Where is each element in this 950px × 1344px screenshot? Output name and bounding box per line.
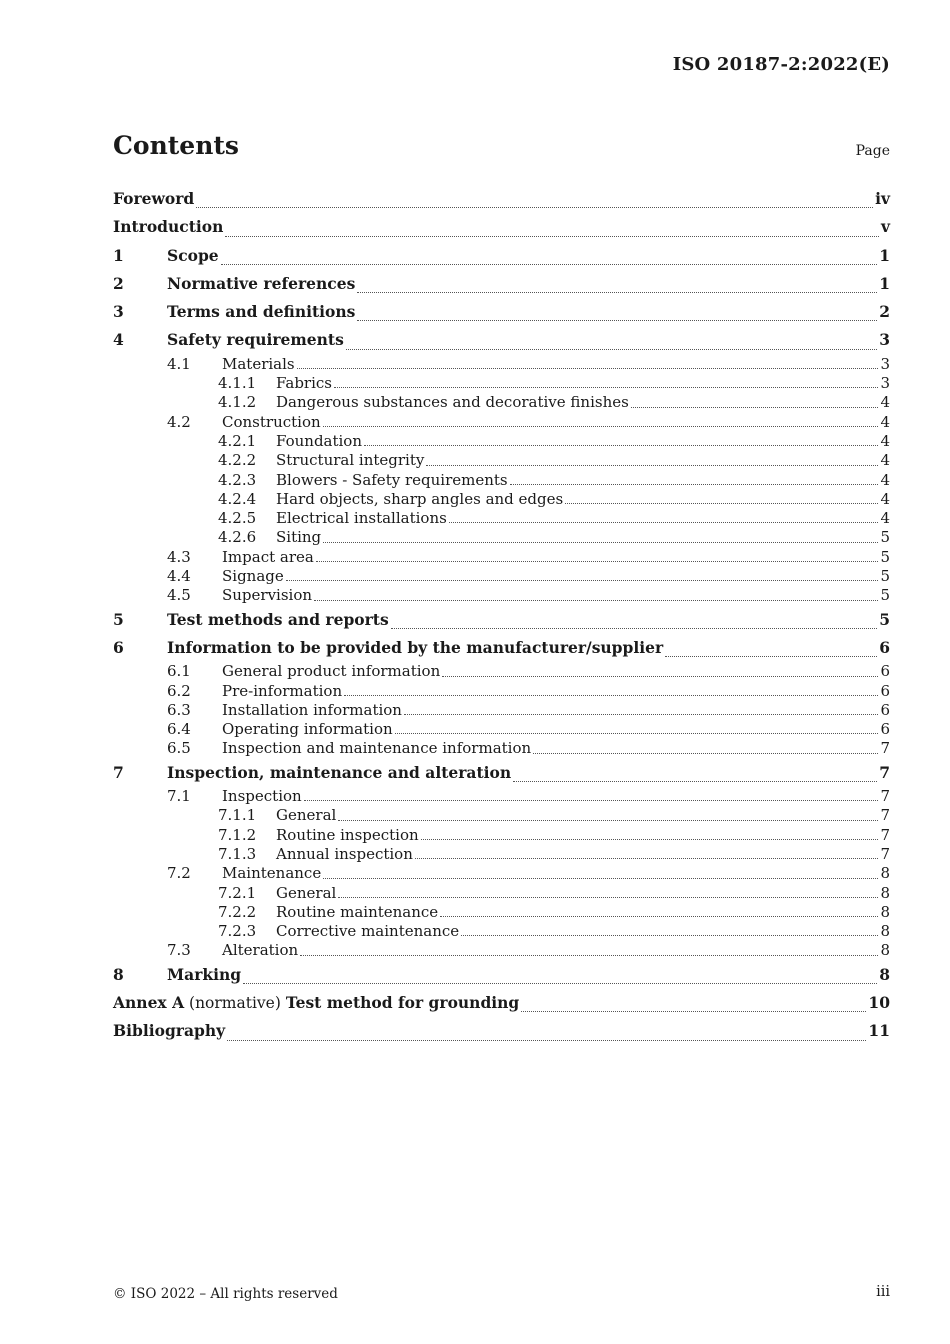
- toc-entry-annex-title: Test method for grounding: [285, 992, 520, 1012]
- toc-entry[interactable]: [113, 451, 890, 470]
- toc-entry-page: 5: [879, 609, 890, 629]
- toc-entry-title: Bibliography: [113, 1021, 226, 1041]
- toc-entry[interactable]: [113, 393, 890, 412]
- toc-entry-number: 7.3: [167, 941, 191, 960]
- toc-title: Contents: [113, 131, 240, 160]
- toc-entry-page: 7: [880, 739, 890, 758]
- toc-entry[interactable]: [113, 884, 890, 903]
- toc-entry-page: 5: [880, 528, 890, 547]
- toc-entry-title: Materials: [222, 354, 295, 373]
- toc-entry[interactable]: [113, 270, 890, 298]
- toc-entry-number: 4.3: [167, 547, 191, 566]
- toc-entry-number: 6.1: [167, 662, 191, 681]
- toc-entry-number: 4.2.4: [218, 489, 257, 508]
- toc-entry-title: Dangerous substances and decorative finishes: [276, 393, 629, 412]
- toc-dot-leader: [510, 483, 879, 485]
- toc-entry-number: 6.5: [167, 739, 191, 758]
- toc-entry-title: Pre-information: [222, 681, 343, 700]
- toc-dot-leader: [323, 425, 879, 427]
- toc-entry[interactable]: [113, 682, 890, 701]
- toc-entry-title: Safety requirements: [167, 330, 344, 350]
- toc-page-column-label: Page: [855, 143, 890, 159]
- toc-entry-title: Electrical installations: [276, 509, 447, 528]
- toc-entry[interactable]: [113, 606, 890, 634]
- toc-dot-leader: [449, 521, 879, 523]
- toc-entry-number: 7.1.2: [218, 825, 257, 844]
- toc-entry-title: Fabrics: [276, 374, 333, 393]
- toc-dot-leader: [297, 367, 879, 369]
- toc-entry-title: Blowers - Safety requirements: [276, 470, 508, 489]
- toc-entry-number: 7.2: [167, 864, 191, 883]
- toc-dot-leader: [364, 444, 878, 446]
- toc-entry-title: Routine maintenance: [276, 902, 439, 921]
- toc-entry[interactable]: [113, 739, 890, 758]
- toc-entry-title: Foreword: [113, 189, 195, 208]
- toc-dot-leader: [196, 206, 873, 208]
- toc-dot-leader: [323, 541, 878, 543]
- toc-entry-number: 6.2: [167, 681, 191, 700]
- toc-entry-number: 4.2.6: [218, 528, 257, 547]
- toc-dot-leader: [344, 694, 878, 696]
- toc-entry-number: 4.2.1: [218, 431, 257, 450]
- toc-entry-title: Scope: [167, 245, 219, 265]
- toc-entry-page: 8: [880, 941, 890, 960]
- toc-entry-page: 4: [880, 431, 890, 450]
- toc-entry-title: Maintenance: [222, 864, 322, 883]
- toc-dot-leader: [323, 877, 878, 879]
- toc-entry-page: 3: [880, 354, 890, 373]
- toc-dot-leader: [415, 857, 879, 859]
- toc-entry-title: Test methods and reports: [167, 609, 389, 629]
- toc-entry-number: 6.4: [167, 720, 191, 739]
- toc-entry-title: Inspection: [222, 787, 302, 806]
- toc-entry-number: 4.2: [167, 412, 191, 431]
- toc-entry-number: 7: [113, 762, 124, 782]
- toc-entry-number: 5: [113, 609, 124, 629]
- toc-dot-leader: [665, 655, 877, 657]
- toc-entry-title: Corrective maintenance: [276, 922, 460, 941]
- toc-entry[interactable]: [113, 326, 890, 354]
- toc-entry-number: 4.2.5: [218, 509, 257, 528]
- toc-entry-page: 3: [880, 374, 890, 393]
- toc-entry[interactable]: [113, 528, 890, 547]
- toc-dot-leader: [338, 819, 878, 821]
- toc-entry-title: Supervision: [222, 586, 313, 605]
- toc-entry-title: Operating information: [222, 720, 393, 739]
- toc-entry[interactable]: [113, 759, 890, 787]
- toc-entry-title: Structural integrity: [276, 451, 425, 470]
- toc-entry[interactable]: [113, 185, 890, 213]
- toc-entry-number: 4.5: [167, 586, 191, 605]
- toc-entry-title: Annual inspection: [276, 844, 413, 863]
- toc-entry-title: Installation information: [222, 700, 402, 719]
- toc-entry-number: 8: [113, 964, 124, 984]
- toc-entry-title: General: [276, 806, 337, 825]
- toc-entry-annex-label: Annex A: [113, 992, 185, 1012]
- toc-entry[interactable]: [113, 242, 890, 270]
- toc-entry[interactable]: [113, 509, 890, 528]
- toc-entry-number: 6.3: [167, 700, 191, 719]
- toc-entry-page: 4: [880, 489, 890, 508]
- toc-entry-page: 7: [880, 825, 890, 844]
- toc-dot-leader: [565, 502, 878, 504]
- toc-entry-title: Hard objects, sharp angles and edges: [276, 489, 564, 508]
- toc-entry-number: 2: [113, 273, 124, 293]
- toc-dot-leader: [304, 799, 879, 801]
- toc-entry-page: 8: [880, 902, 890, 921]
- toc-entry-number: 7.1: [167, 787, 191, 806]
- toc-dot-leader: [533, 752, 878, 754]
- toc-entry[interactable]: [113, 961, 890, 989]
- toc-entry-title: Introduction: [113, 217, 224, 237]
- standard-identifier: ISO 20187-2:2022(E): [672, 54, 890, 75]
- toc-dot-leader: [631, 406, 879, 408]
- toc-dot-leader: [513, 780, 877, 782]
- toc-dot-leader: [316, 560, 879, 562]
- toc-entry-page: 8: [880, 883, 890, 902]
- toc-entry-page: 8: [879, 964, 890, 984]
- footer-page-number: iii: [876, 1284, 890, 1300]
- toc-dot-leader: [521, 1010, 866, 1012]
- toc-entry-number: 7.2.2: [218, 902, 257, 921]
- toc-entry-number: 4.1.2: [218, 393, 257, 412]
- toc-dot-leader: [391, 627, 878, 629]
- toc-entry-title: General product information: [222, 662, 441, 681]
- toc-dot-leader: [300, 954, 878, 956]
- toc-entry-page: 4: [880, 393, 890, 412]
- toc-entry-title: Foundation: [276, 431, 363, 450]
- toc-entry-page: 8: [880, 864, 890, 883]
- toc-entry-number: 4.2.3: [218, 470, 257, 489]
- toc-entry-page: 10: [868, 992, 890, 1012]
- toc-entry-page: 4: [880, 412, 890, 431]
- toc-entry[interactable]: [113, 806, 890, 825]
- toc-entry-number: 7.1.3: [218, 844, 257, 863]
- toc-dot-leader: [286, 579, 879, 581]
- toc-entry-number: 6: [113, 637, 124, 657]
- toc-entry[interactable]: [113, 548, 890, 567]
- toc-dot-leader: [314, 599, 878, 601]
- toc-entry-number: 4.1.1: [218, 374, 257, 393]
- toc-entry-title: General: [276, 883, 337, 902]
- toc-entry-page: 6: [880, 720, 890, 739]
- toc-entry-page: 2: [879, 302, 890, 322]
- toc-entry-title: Routine inspection: [276, 825, 419, 844]
- toc-entry-title: Inspection, maintenance and alteration: [167, 762, 512, 782]
- toc-entry-page: 7: [880, 844, 890, 863]
- toc-entry-page: 8: [880, 922, 890, 941]
- toc-entry-title: Siting: [276, 528, 322, 547]
- toc-dot-leader: [221, 263, 878, 265]
- footer-copyright: © ISO 2022 – All rights reserved: [113, 1286, 338, 1302]
- toc-entry-number: 3: [113, 302, 124, 322]
- toc-entry-page: iv: [875, 189, 890, 208]
- toc-entry-annex-qualifier: (normative): [184, 993, 286, 1012]
- toc-entry[interactable]: [113, 1017, 890, 1045]
- toc-entry[interactable]: [113, 471, 890, 490]
- toc-entry-title: Impact area: [222, 547, 314, 566]
- toc-entry-title: Information to be provided by the manufacturer/supplier: [167, 637, 664, 657]
- toc-entry-page: 5: [880, 586, 890, 605]
- toc-entry-page: 4: [880, 470, 890, 489]
- toc-dot-leader: [395, 732, 879, 734]
- toc-entry-page: 6: [880, 681, 890, 700]
- toc-dot-leader: [225, 235, 879, 237]
- toc-entry-page: 7: [879, 762, 890, 782]
- toc-entry-page: v: [880, 217, 890, 237]
- toc-entry[interactable]: [113, 586, 890, 605]
- toc-entry[interactable]: [113, 432, 890, 451]
- toc-entry-title: [113, 989, 519, 1017]
- toc-entry[interactable]: [113, 490, 890, 509]
- toc-entry-page: 5: [880, 547, 890, 566]
- toc-entry[interactable]: [113, 355, 890, 374]
- toc-entry[interactable]: [113, 989, 890, 1017]
- toc-entry[interactable]: [113, 922, 890, 941]
- toc-entry-number: 4: [113, 330, 124, 350]
- toc-entry[interactable]: [113, 845, 890, 864]
- toc-dot-leader: [461, 934, 878, 936]
- toc-entry-page: 1: [879, 273, 890, 293]
- toc-entry[interactable]: [113, 903, 890, 922]
- toc-dot-leader: [346, 348, 877, 350]
- toc-entry-page: 6: [880, 662, 890, 681]
- toc-dot-leader: [334, 386, 878, 388]
- toc-entry-page: 3: [879, 330, 890, 350]
- toc-entry[interactable]: [113, 720, 890, 739]
- toc-dot-leader: [442, 675, 878, 677]
- toc-entry-number: 7.1.1: [218, 806, 257, 825]
- toc-dot-leader: [426, 464, 878, 466]
- toc-entry-title: Terms and definitions: [167, 302, 356, 322]
- toc-entry-title: Construction: [222, 412, 321, 431]
- toc-entry-page: 7: [880, 806, 890, 825]
- toc-dot-leader: [243, 982, 877, 984]
- toc-entry[interactable]: [113, 413, 890, 432]
- toc-entry-page: 4: [880, 451, 890, 470]
- toc-entry[interactable]: [113, 213, 890, 241]
- toc-dot-leader: [338, 896, 878, 898]
- toc-entry-title: Signage: [222, 567, 284, 586]
- toc-entry-title: Inspection and maintenance information: [222, 739, 532, 758]
- toc-entry-title: Marking: [167, 964, 242, 984]
- toc-dot-leader: [227, 1039, 866, 1041]
- toc-entry[interactable]: [113, 298, 890, 326]
- toc-entry-number: 7.2.3: [218, 922, 257, 941]
- toc-entry[interactable]: [113, 567, 890, 586]
- toc-dot-leader: [357, 291, 877, 293]
- toc-entry-number: 4.1: [167, 354, 191, 373]
- toc-entry[interactable]: [113, 701, 890, 720]
- toc-entry-page: 6: [880, 700, 890, 719]
- toc-entry-title: Normative references: [167, 273, 356, 293]
- toc-entry-page: 11: [868, 1021, 890, 1041]
- toc-entry-page: 4: [880, 509, 890, 528]
- toc-entry[interactable]: [113, 826, 890, 845]
- toc-entry[interactable]: [113, 374, 890, 393]
- toc-entry-number: 7.2.1: [218, 883, 257, 902]
- toc-entry-title: Alteration: [222, 941, 299, 960]
- toc-entry[interactable]: [113, 864, 890, 883]
- toc-entry-page: 5: [880, 567, 890, 586]
- toc-entry-number: 1: [113, 245, 124, 265]
- table-of-contents: [113, 185, 890, 1046]
- toc-entry[interactable]: [113, 662, 890, 681]
- toc-entry-number: 4.2.2: [218, 451, 257, 470]
- toc-entry[interactable]: [113, 787, 890, 806]
- toc-dot-leader: [357, 319, 877, 321]
- toc-entry[interactable]: [113, 941, 890, 960]
- toc-dot-leader: [421, 838, 879, 840]
- toc-entry-page: 1: [879, 245, 890, 265]
- toc-entry-page: 7: [880, 787, 890, 806]
- toc-entry-page: 6: [879, 637, 890, 657]
- toc-dot-leader: [404, 713, 878, 715]
- toc-entry[interactable]: [113, 634, 890, 662]
- toc-entry-number: 4.4: [167, 567, 191, 586]
- toc-dot-leader: [440, 915, 878, 917]
